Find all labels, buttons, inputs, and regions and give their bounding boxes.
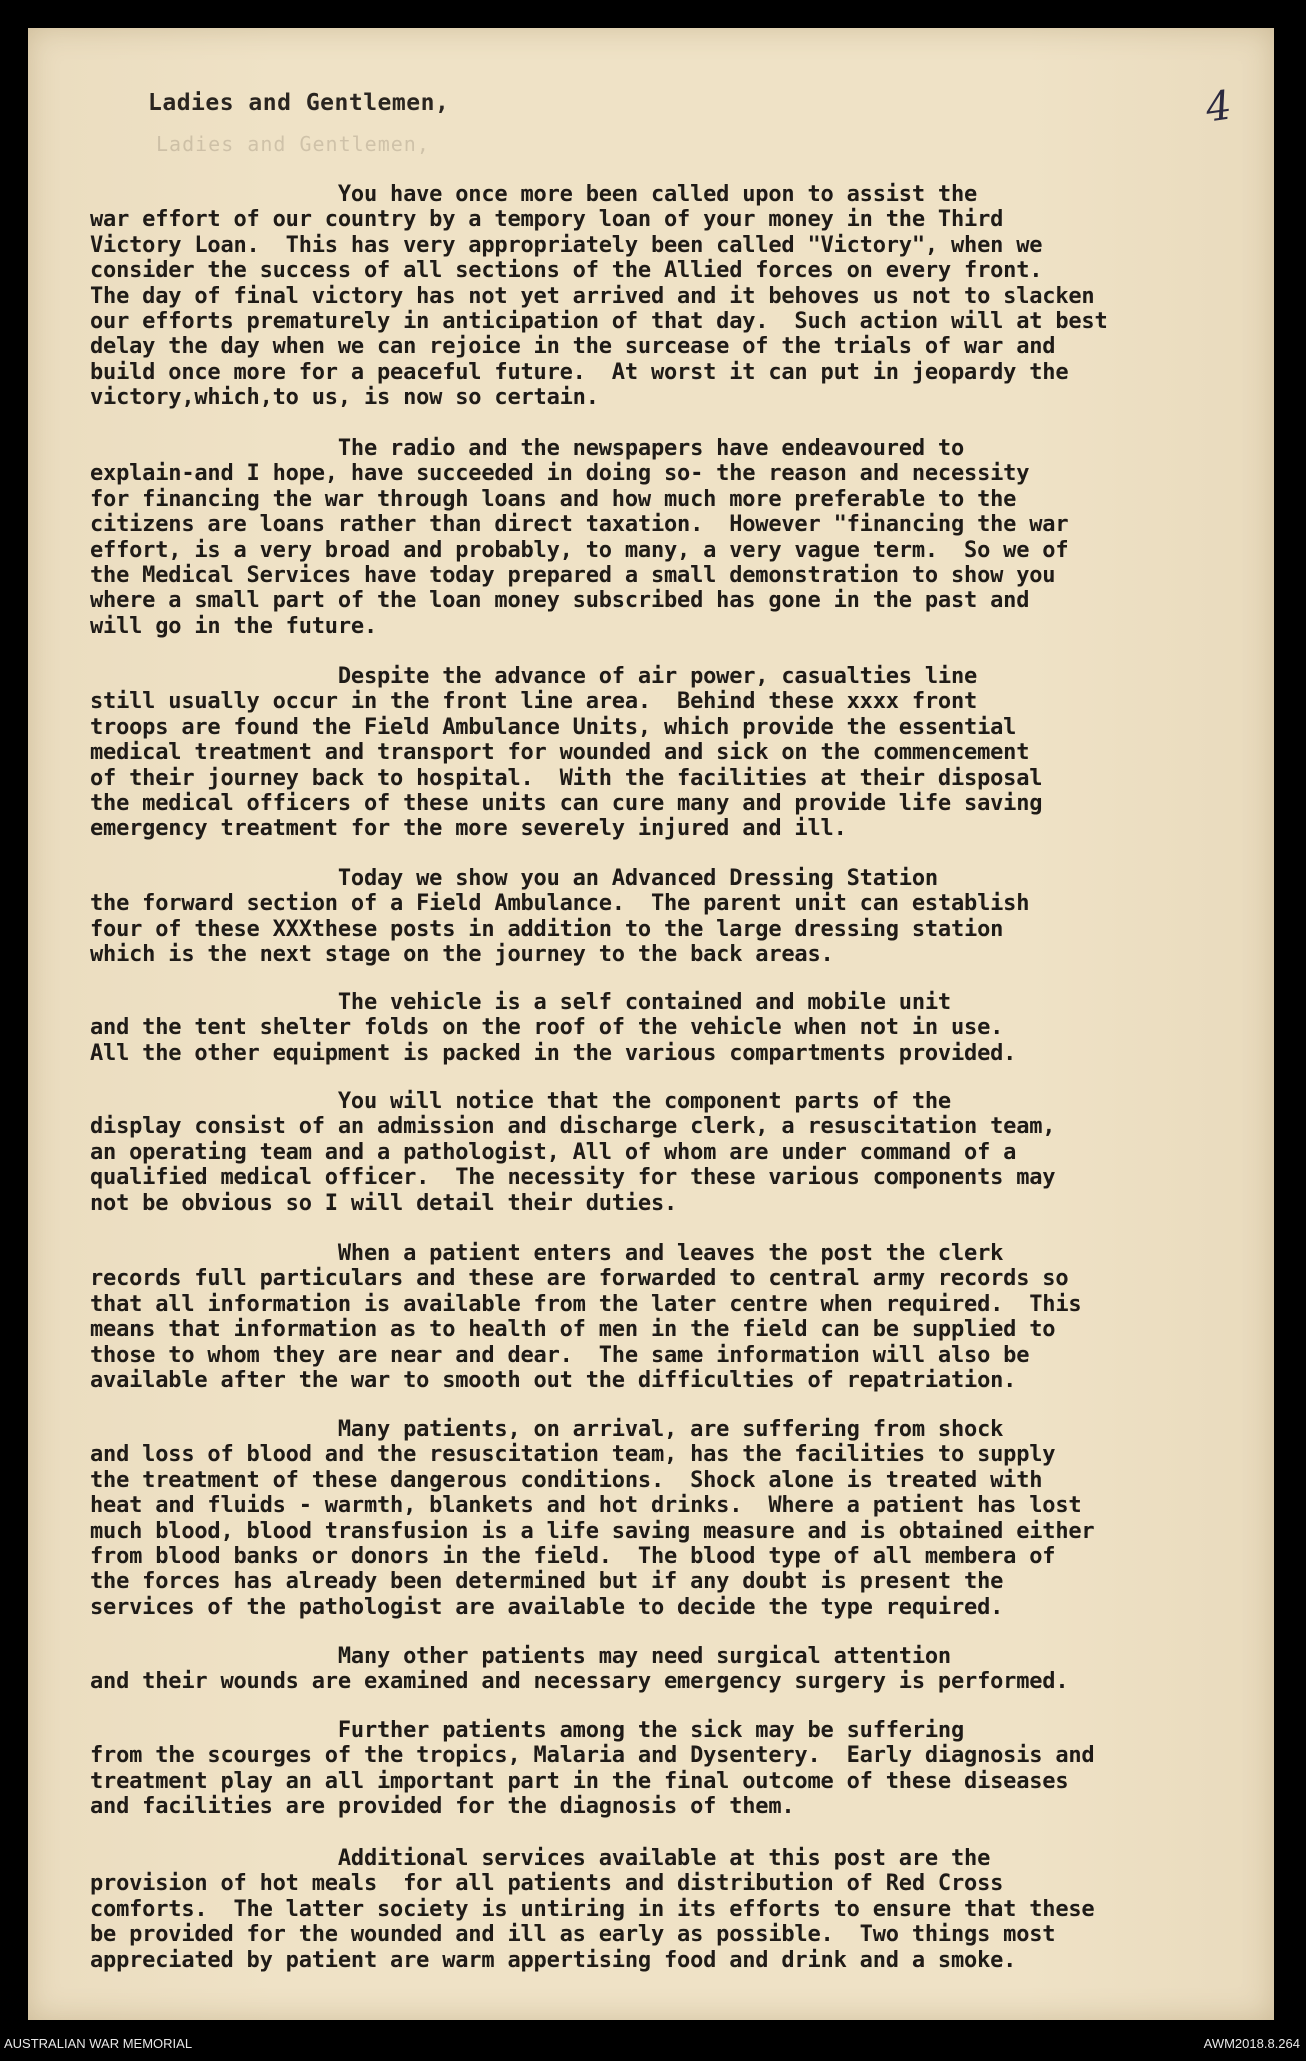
salutation: Ladies and Gentlemen, [148,90,450,116]
paragraph-victory-loan: You have once more been called upon to assist the war effort of our country by a tempory loan of your money in the Third Victory Loan. This has very appropriately been called "Victory", when we consider the success of all sections of the Allied forces on every front. The day of final victory has not yet arrived and it behoves us not to slacken our efforts prematurely in anticipation of that day. Such action will at best delay the day when we can rejoice in the surcease of the trials of war and build once more for a peaceful future. At worst it can put in jeopardy the victory,which,to us, is now so certain. [90,182,1108,411]
paragraph-resuscitation: Many patients, on arrival, are suffering from shock and loss of blood and the resuscitation team, has the facilities to supply the treatment of these dangerous conditions. Shock alone is treated with heat and fluids - warmth, blankets and hot drinks. Where a patient has lost much blood, blood transfusion is a life saving measure and is obtained either from blood banks or donors in the field. The blood type of all membera of the forces has already been determined but if any doubt is present the services of the pathologist are available to decide the type required. [90,1417,1095,1620]
paragraph-vehicle: The vehicle is a self contained and mobile unit and the tent shelter folds on the roof of the vehicle when not in use. All the other equipment is packed in the various compartments provided. [90,990,1017,1066]
footer-institution: AUSTRALIAN WAR MEMORIAL [4,2036,193,2051]
footer-catalogue-id: AWM2018.8.264 [1203,2036,1300,2051]
paragraph-clerk: When a patient enters and leaves the post the clerk records full particulars and these are forwarded to central army records so that all information is available from the later centre when required. This means that information as to health of men in the field can be supplied to those to whom they are near and dear. The same information will also be available after the war to smooth out the difficulties of repatriation. [90,1241,1082,1394]
faded-salutation-impression: Ladies and Gentlemen, [156,132,430,156]
document-page [28,28,1274,2020]
paragraph-tropics: Further patients among the sick may be suffering from the scourges of the tropics, Malaria and Dysentery. Early diagnosis and treatment play an all important part in the final outcome of these diseases and facilities are provided for the diagnosis of them. [90,1718,1095,1820]
paragraph-financing: The radio and the newspapers have endeavoured to explain-and I hope, have succeeded in doing so- the reason and necessity for financing the war through loans and how much more preferable to the citizens are loans rather than direct taxation. However "financing the war effort, is a very broad and probably, to many, a very vague term. So we of the Medical Services have today prepared a small demonstration to show you where a small part of the loan money subscribed has gone in the past and will go in the future. [90,436,1069,639]
paragraph-components: You will notice that the component parts of the display consist of an admission and discharge clerk, a resuscitation team, an operating team and a pathologist, All of whom are under command of a qualified medical officer. The necessity for these various components may not be obvious so I will detail their duties. [90,1089,1056,1216]
paragraph-field-ambulance: Despite the advance of air power, casualties line still usually occur in the front line area. Behind these xxxx front troops are found the Field Ambulance Units, which provide the essential medical treatment and transport for wounded and sick on the commencement of their journey back to hospital. With the facilities at their disposal the medical officers of these units can cure many and provide life saving emergency treatment for the more severely injured and ill. [90,664,1043,842]
letter-body [90,182,1274,1973]
paragraph-dressing-station: Today we show you an Advanced Dressing Station the forward section of a Field Ambulance. The parent unit can establish four of these XXXthese posts in addition to the large dressing station which is the next stage on the journey to the back areas. [90,866,1030,968]
handwritten-page-number: 4 [1202,82,1235,132]
paragraph-surgery: Many other patients may need surgical attention and their wounds are examined and necessary emergency surgery is performed. [90,1644,1069,1695]
paragraph-additional-services: Additional services available at this post are the provision of hot meals for all patients and distribution of Red Cross comforts. The latter society is untiring in its efforts to ensure that these be provided for the wounded and ill as early as possible. Two things most appreciated by patient are warm appertising food and drink and a smoke. [90,1846,1095,1973]
